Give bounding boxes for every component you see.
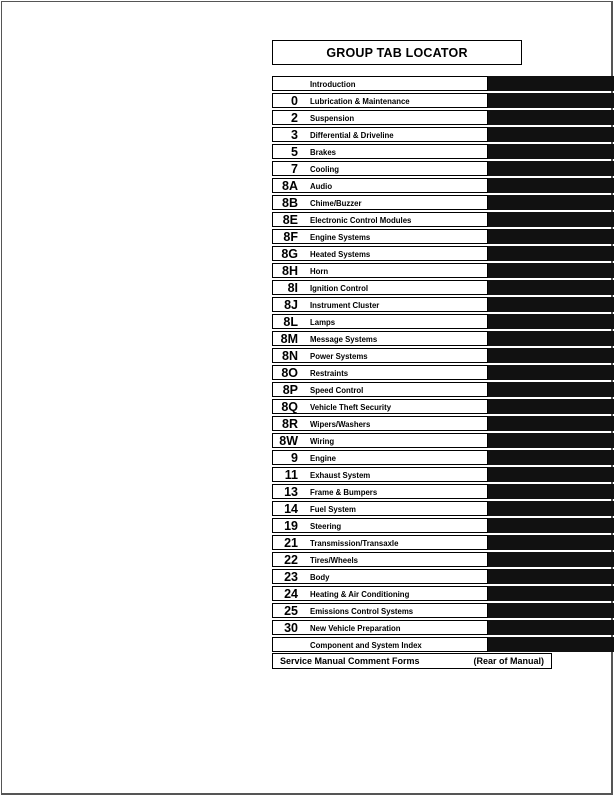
group-tab-row[interactable]	[272, 314, 614, 331]
group-tab-cell	[272, 586, 488, 601]
group-tab-row[interactable]	[272, 450, 614, 467]
group-tab-cell	[272, 552, 488, 567]
group-number: 8M	[280, 332, 298, 346]
black-tab-marker	[488, 280, 614, 295]
group-number: 8W	[279, 434, 298, 448]
black-tab-marker	[488, 535, 614, 550]
group-label: Chime/Buzzer	[310, 199, 362, 208]
group-number: 7	[291, 162, 298, 176]
comment-forms-note	[272, 653, 552, 669]
black-tab-marker	[488, 331, 614, 346]
group-tab-cell	[272, 144, 488, 159]
group-tab-cell	[272, 382, 488, 397]
group-tab-row[interactable]	[272, 144, 614, 161]
black-tab-marker	[488, 433, 614, 448]
black-tab-marker	[488, 229, 614, 244]
group-number	[273, 638, 298, 653]
group-label: Transmission/Transaxle	[310, 539, 399, 548]
group-tab-cell	[272, 331, 488, 346]
group-label: Component and System Index	[310, 641, 422, 650]
group-tab-cell	[272, 535, 488, 550]
group-tab-cell	[272, 212, 488, 227]
page-title: GROUP TAB LOCATOR	[272, 40, 522, 65]
group-tab-cell	[272, 501, 488, 516]
black-tab-marker	[488, 365, 614, 380]
group-tab-cell	[272, 484, 488, 499]
group-label: Heating & Air Conditioning	[310, 590, 410, 599]
group-label: Steering	[310, 522, 342, 531]
group-number: 8Q	[281, 400, 298, 414]
group-label: Cooling	[310, 165, 340, 174]
group-number: 23	[284, 570, 298, 584]
black-tab-marker	[488, 212, 614, 227]
black-tab-marker	[488, 76, 614, 91]
black-tab-marker	[488, 195, 614, 210]
group-number: 8A	[282, 179, 298, 193]
group-label: Tires/Wheels	[310, 556, 358, 565]
group-label: Suspension	[310, 114, 355, 123]
black-tab-marker	[488, 569, 614, 584]
group-label: Brakes	[310, 148, 337, 157]
group-tab-row[interactable]	[272, 229, 614, 246]
group-tab-row[interactable]	[272, 399, 614, 416]
group-tab-row[interactable]	[272, 297, 614, 314]
group-number: 30	[284, 621, 298, 635]
group-tab-row[interactable]	[272, 110, 614, 127]
group-label: Restraints	[310, 369, 349, 378]
group-number: 8O	[281, 366, 298, 380]
comment-forms-location: (Rear of Manual)	[473, 656, 544, 666]
group-number: 8E	[282, 213, 298, 227]
comment-forms-label: Service Manual Comment Forms	[280, 656, 420, 666]
black-tab-marker	[488, 161, 614, 176]
black-tab-marker	[488, 110, 614, 125]
group-label: Frame & Bumpers	[310, 488, 378, 497]
black-tab-marker	[488, 127, 614, 142]
group-tab-cell	[272, 603, 488, 618]
group-tab-row[interactable]	[272, 246, 614, 263]
black-tab-marker	[488, 416, 614, 431]
group-tab-cell	[272, 110, 488, 125]
black-tab-marker	[488, 586, 614, 601]
group-tab-row[interactable]	[272, 93, 614, 110]
group-tab-cell	[272, 637, 488, 652]
group-tab-cell	[272, 297, 488, 312]
group-label: Wiring	[310, 437, 335, 446]
group-tab-row[interactable]	[272, 127, 614, 144]
group-tab-row[interactable]	[272, 569, 614, 586]
group-number: 8I	[287, 281, 298, 295]
group-label: Lubrication & Maintenance	[310, 97, 410, 106]
group-tab-row[interactable]	[272, 620, 614, 637]
group-tab-row[interactable]	[272, 178, 614, 195]
group-label: Ignition Control	[310, 284, 369, 293]
group-label: Instrument Cluster	[310, 301, 380, 310]
group-tab-cell	[272, 161, 488, 176]
group-tab-row[interactable]	[272, 331, 614, 348]
group-label: Message Systems	[310, 335, 378, 344]
group-tab-cell	[272, 365, 488, 380]
group-tab-cell	[272, 518, 488, 533]
group-tab-cell	[272, 246, 488, 261]
black-tab-marker	[488, 246, 614, 261]
group-label: Speed Control	[310, 386, 364, 395]
group-label: Audio	[310, 182, 333, 191]
group-label: Introduction	[310, 80, 356, 89]
black-tab-marker	[488, 178, 614, 193]
group-label: Engine Systems	[310, 233, 371, 242]
group-number: 22	[284, 553, 298, 567]
group-tab-cell	[272, 399, 488, 414]
group-tab-row[interactable]	[272, 161, 614, 178]
group-number: 8H	[282, 264, 298, 278]
group-number: 8L	[283, 315, 298, 329]
group-label: Electronic Control Modules	[310, 216, 412, 225]
group-number: 2	[291, 111, 298, 125]
group-number	[273, 77, 298, 92]
group-tab-cell	[272, 93, 488, 108]
group-tab-row[interactable]	[272, 552, 614, 569]
group-tab-row[interactable]	[272, 484, 614, 501]
group-label: Fuel System	[310, 505, 356, 514]
group-tab-cell	[272, 76, 488, 91]
black-tab-marker	[488, 637, 614, 652]
group-label: Body	[310, 573, 330, 582]
group-label: Lamps	[310, 318, 336, 327]
group-number: 9	[291, 451, 298, 465]
group-tab-cell	[272, 195, 488, 210]
group-label: Engine	[310, 454, 336, 463]
black-tab-marker	[488, 450, 614, 465]
group-tab-cell	[272, 467, 488, 482]
group-tab-row[interactable]	[272, 535, 614, 552]
group-tab-row[interactable]	[272, 195, 614, 212]
black-tab-marker	[488, 314, 614, 329]
black-tab-marker	[488, 382, 614, 397]
black-tab-marker	[488, 297, 614, 312]
group-tab-row[interactable]	[272, 212, 614, 229]
group-number: 8R	[282, 417, 298, 431]
group-tab-cell	[272, 433, 488, 448]
black-tab-marker	[488, 263, 614, 278]
group-label: Power Systems	[310, 352, 368, 361]
group-number: 19	[284, 519, 298, 533]
group-tab-row[interactable]	[272, 637, 614, 654]
black-tab-marker	[488, 552, 614, 567]
group-number: 13	[284, 485, 298, 499]
group-tab-row[interactable]	[272, 263, 614, 280]
group-tab-row[interactable]	[272, 76, 614, 93]
group-tab-row[interactable]	[272, 518, 614, 535]
group-number: 24	[284, 587, 298, 601]
group-label: Vehicle Theft Security	[310, 403, 392, 412]
group-label: Emissions Control Systems	[310, 607, 414, 616]
group-tab-row[interactable]	[272, 467, 614, 484]
group-label: New Vehicle Preparation	[310, 624, 401, 633]
group-label: Horn	[310, 267, 329, 276]
black-tab-marker	[488, 467, 614, 482]
group-tab-row[interactable]	[272, 416, 614, 433]
group-tab-cell	[272, 280, 488, 295]
black-tab-marker	[488, 348, 614, 363]
group-tab-cell	[272, 263, 488, 278]
group-tab-cell	[272, 450, 488, 465]
group-number: 8F	[283, 230, 298, 244]
black-tab-marker	[488, 603, 614, 618]
group-label: Exhaust System	[310, 471, 371, 480]
group-number: 3	[291, 128, 298, 142]
black-tab-marker	[488, 93, 614, 108]
group-tab-cell	[272, 348, 488, 363]
group-tab-cell	[272, 569, 488, 584]
group-label: Wipers/Washers	[310, 420, 371, 429]
group-tab-cell	[272, 314, 488, 329]
group-tab-row[interactable]	[272, 348, 614, 365]
group-tab-row[interactable]	[272, 365, 614, 382]
black-tab-marker	[488, 620, 614, 635]
black-tab-marker	[488, 484, 614, 499]
group-tab-cell	[272, 620, 488, 635]
black-tab-marker	[488, 518, 614, 533]
black-tab-marker	[488, 144, 614, 159]
group-number: 8G	[281, 247, 298, 261]
black-tab-marker	[488, 501, 614, 516]
group-tab-row[interactable]	[272, 501, 614, 518]
group-tab-cell	[272, 229, 488, 244]
group-number: 14	[284, 502, 298, 516]
group-tab-list	[272, 76, 614, 654]
group-number: 8B	[282, 196, 298, 210]
group-number: 5	[291, 145, 298, 159]
group-tab-cell	[272, 416, 488, 431]
black-tab-marker	[488, 399, 614, 414]
group-number: 21	[284, 536, 298, 550]
group-label: Heated Systems	[310, 250, 371, 259]
group-label: Differential & Driveline	[310, 131, 394, 140]
group-number: 8J	[284, 298, 298, 312]
group-number: 25	[284, 604, 298, 618]
group-tab-row[interactable]	[272, 280, 614, 297]
group-tab-cell	[272, 178, 488, 193]
group-tab-row[interactable]	[272, 433, 614, 450]
group-tab-row[interactable]	[272, 382, 614, 399]
group-tab-row[interactable]	[272, 586, 614, 603]
group-tab-cell	[272, 127, 488, 142]
group-number: 8P	[282, 383, 298, 397]
group-tab-row[interactable]	[272, 603, 614, 620]
group-number: 0	[291, 94, 298, 108]
group-number: 8N	[282, 349, 298, 363]
group-number: 11	[284, 468, 298, 482]
